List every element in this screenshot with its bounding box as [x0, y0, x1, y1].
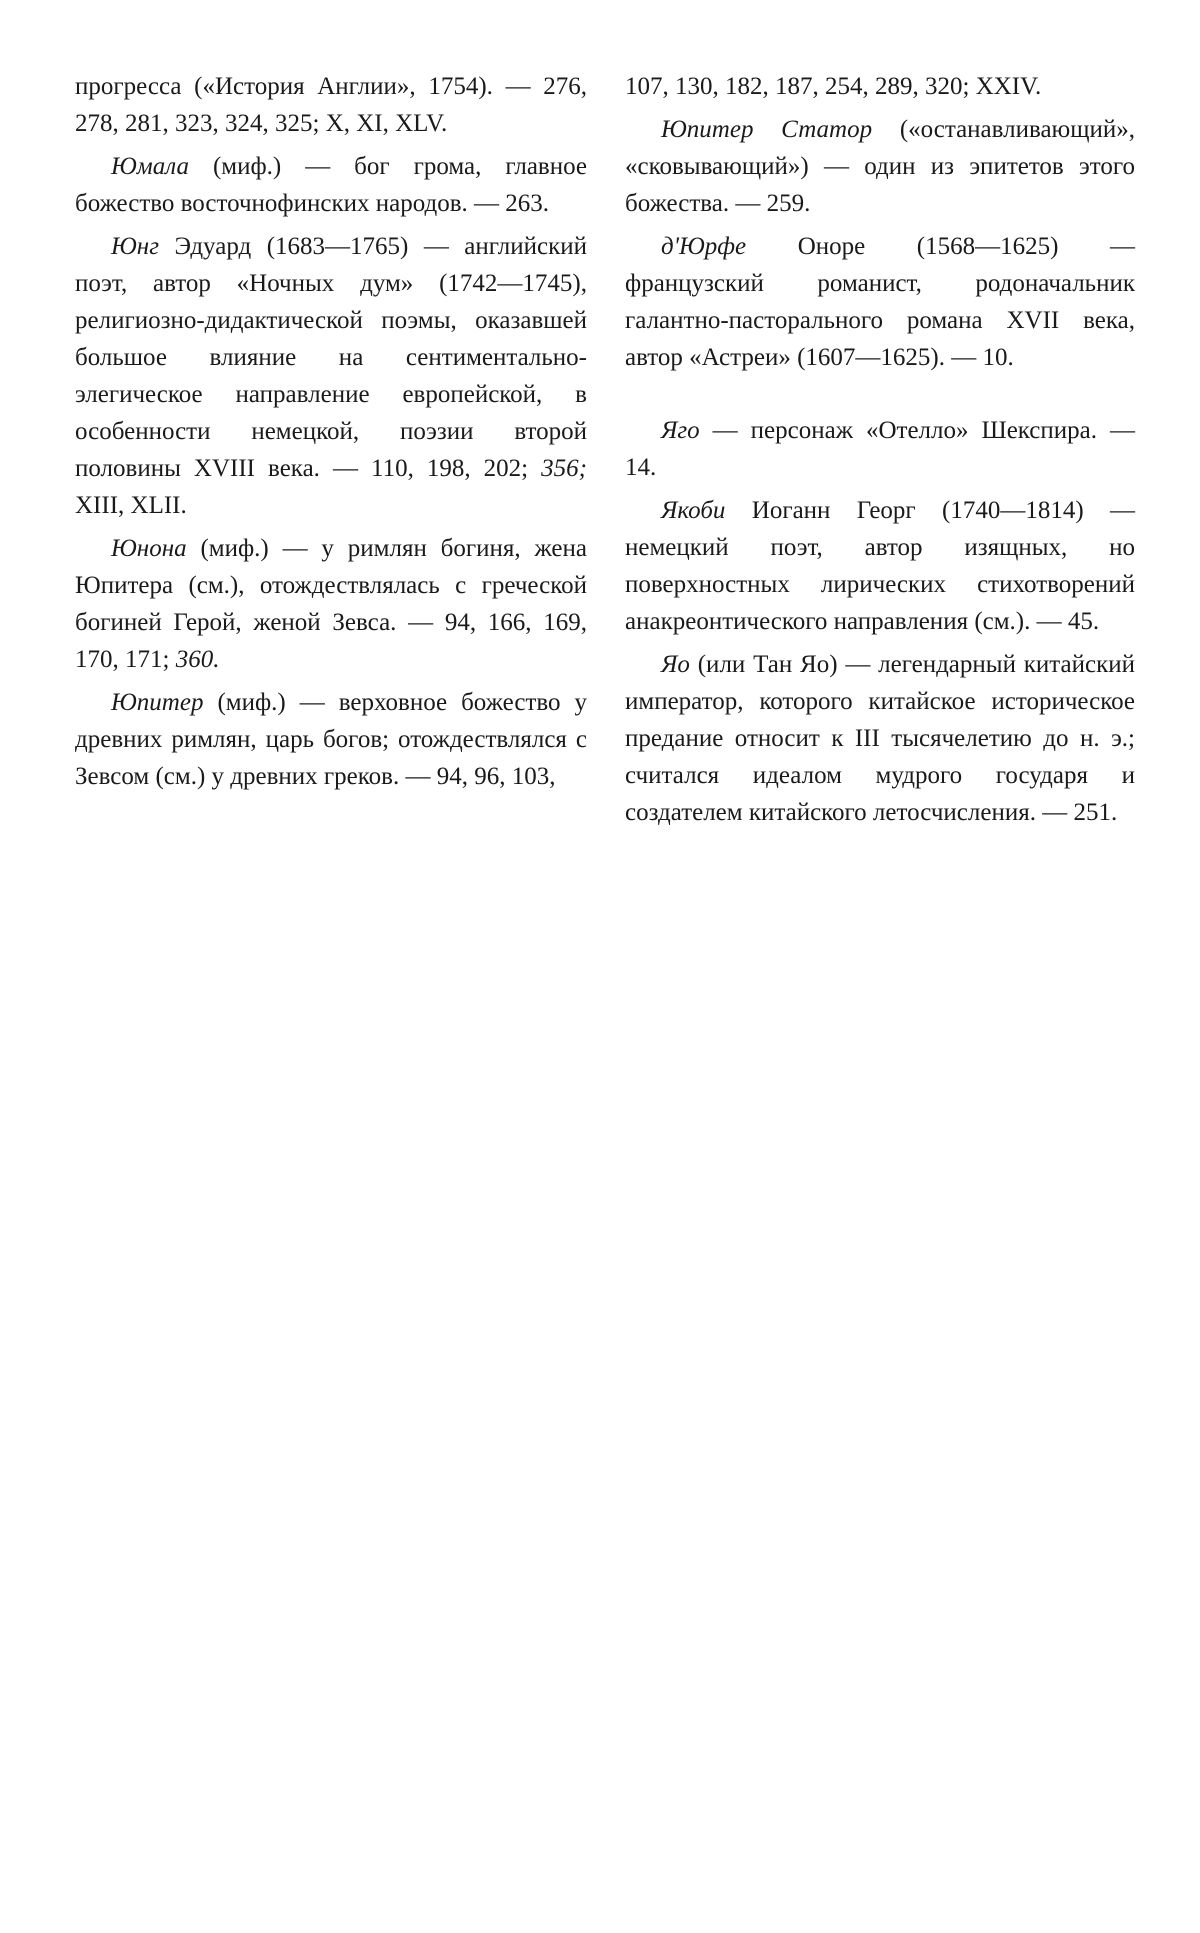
left-column	[75, 68, 587, 801]
entry-term: Юмала	[111, 153, 189, 180]
index-entry-yao	[625, 646, 1135, 831]
entry-italic-ref: 356;	[541, 455, 587, 482]
entry-term: Юпитер	[111, 689, 204, 716]
entry-text: (миф.) — верховное божество у древних римлян, царь богов; отождествлялся с Зевсом (см.) у древних греков. — 94, 96, 103,	[75, 689, 587, 790]
entry-text: — персонаж «Отелло» Шекспира. — 14.	[625, 417, 1135, 481]
entry-text: Оноре (1568—1625) — французский романист, родоначальник галантно-пасторального романа XVII века, автор «Астреи» (1607—1625). — 10.	[625, 233, 1135, 371]
index-entry-juno	[75, 530, 587, 678]
entry-text: («останавливающий», «сковывающий») — один из эпитетов этого божества. — 259.	[625, 116, 1135, 217]
entry-term: Яо	[661, 651, 690, 678]
entry-term: Яго	[661, 417, 700, 444]
index-entry-yumala	[75, 148, 587, 222]
index-entry-continuation	[625, 68, 1135, 105]
index-entry-durfe	[625, 228, 1135, 376]
entry-term: Юнона	[111, 535, 187, 562]
entry-text: прогресса («История Англии», 1754). — 276, 278, 281, 323, 324, 325; X, XI, XLV.	[75, 73, 587, 137]
entry-term: Юпитер Статор	[661, 116, 873, 143]
entry-italic-ref: 360.	[175, 646, 220, 673]
entry-text: (миф.) — у римлян богиня, жена Юпитера (см.), отождествлялась с греческой богиней Герой, женой Зевса. — 94, 166, 169, 170, 171;	[75, 535, 587, 673]
entry-text-after: XIII, XLII.	[75, 492, 187, 519]
index-entry-jacobi	[625, 492, 1135, 640]
index-entry-jupiter	[75, 684, 587, 795]
right-column	[625, 68, 1135, 837]
entry-text: 107, 130, 182, 187, 254, 289, 320; XXIV.	[625, 73, 1042, 100]
entry-term: Юнг	[111, 233, 159, 260]
entry-term: Якоби	[661, 497, 726, 524]
entry-text: (миф.) — бог грома, главное божество восточнофинских народов. — 263.	[75, 153, 587, 217]
entry-term: д'Юрфе	[661, 233, 747, 260]
index-entry-continuation	[75, 68, 587, 142]
index-entry-iago	[625, 412, 1135, 486]
index-entry-young	[75, 228, 587, 524]
entry-text: Иоганн Георг (1740—1814) — немецкий поэт, автор изящных, но поверхностных лирических стихотворений анакреонтического направления (см.). — 45.	[625, 497, 1135, 635]
entry-text: Эдуард (1683—1765) — английский поэт, автор «Ночных дум» (1742—1745), религиозно-дидактической поэмы, оказавшей большое влияние на сентиментально-элегическое направление европейской, в особенности немецкой, поэзии второй половины XVIII века. — 110, 198, 202;	[75, 233, 587, 482]
entry-text: (или Тан Яо) — легендарный китайский император, которого китайское историческое предание относит к III тысячелетию до н. э.; считался идеалом мудрого государя и создателем китайского летосчисления. — 251.	[625, 651, 1135, 826]
index-entry-jupiter-stator	[625, 111, 1135, 222]
